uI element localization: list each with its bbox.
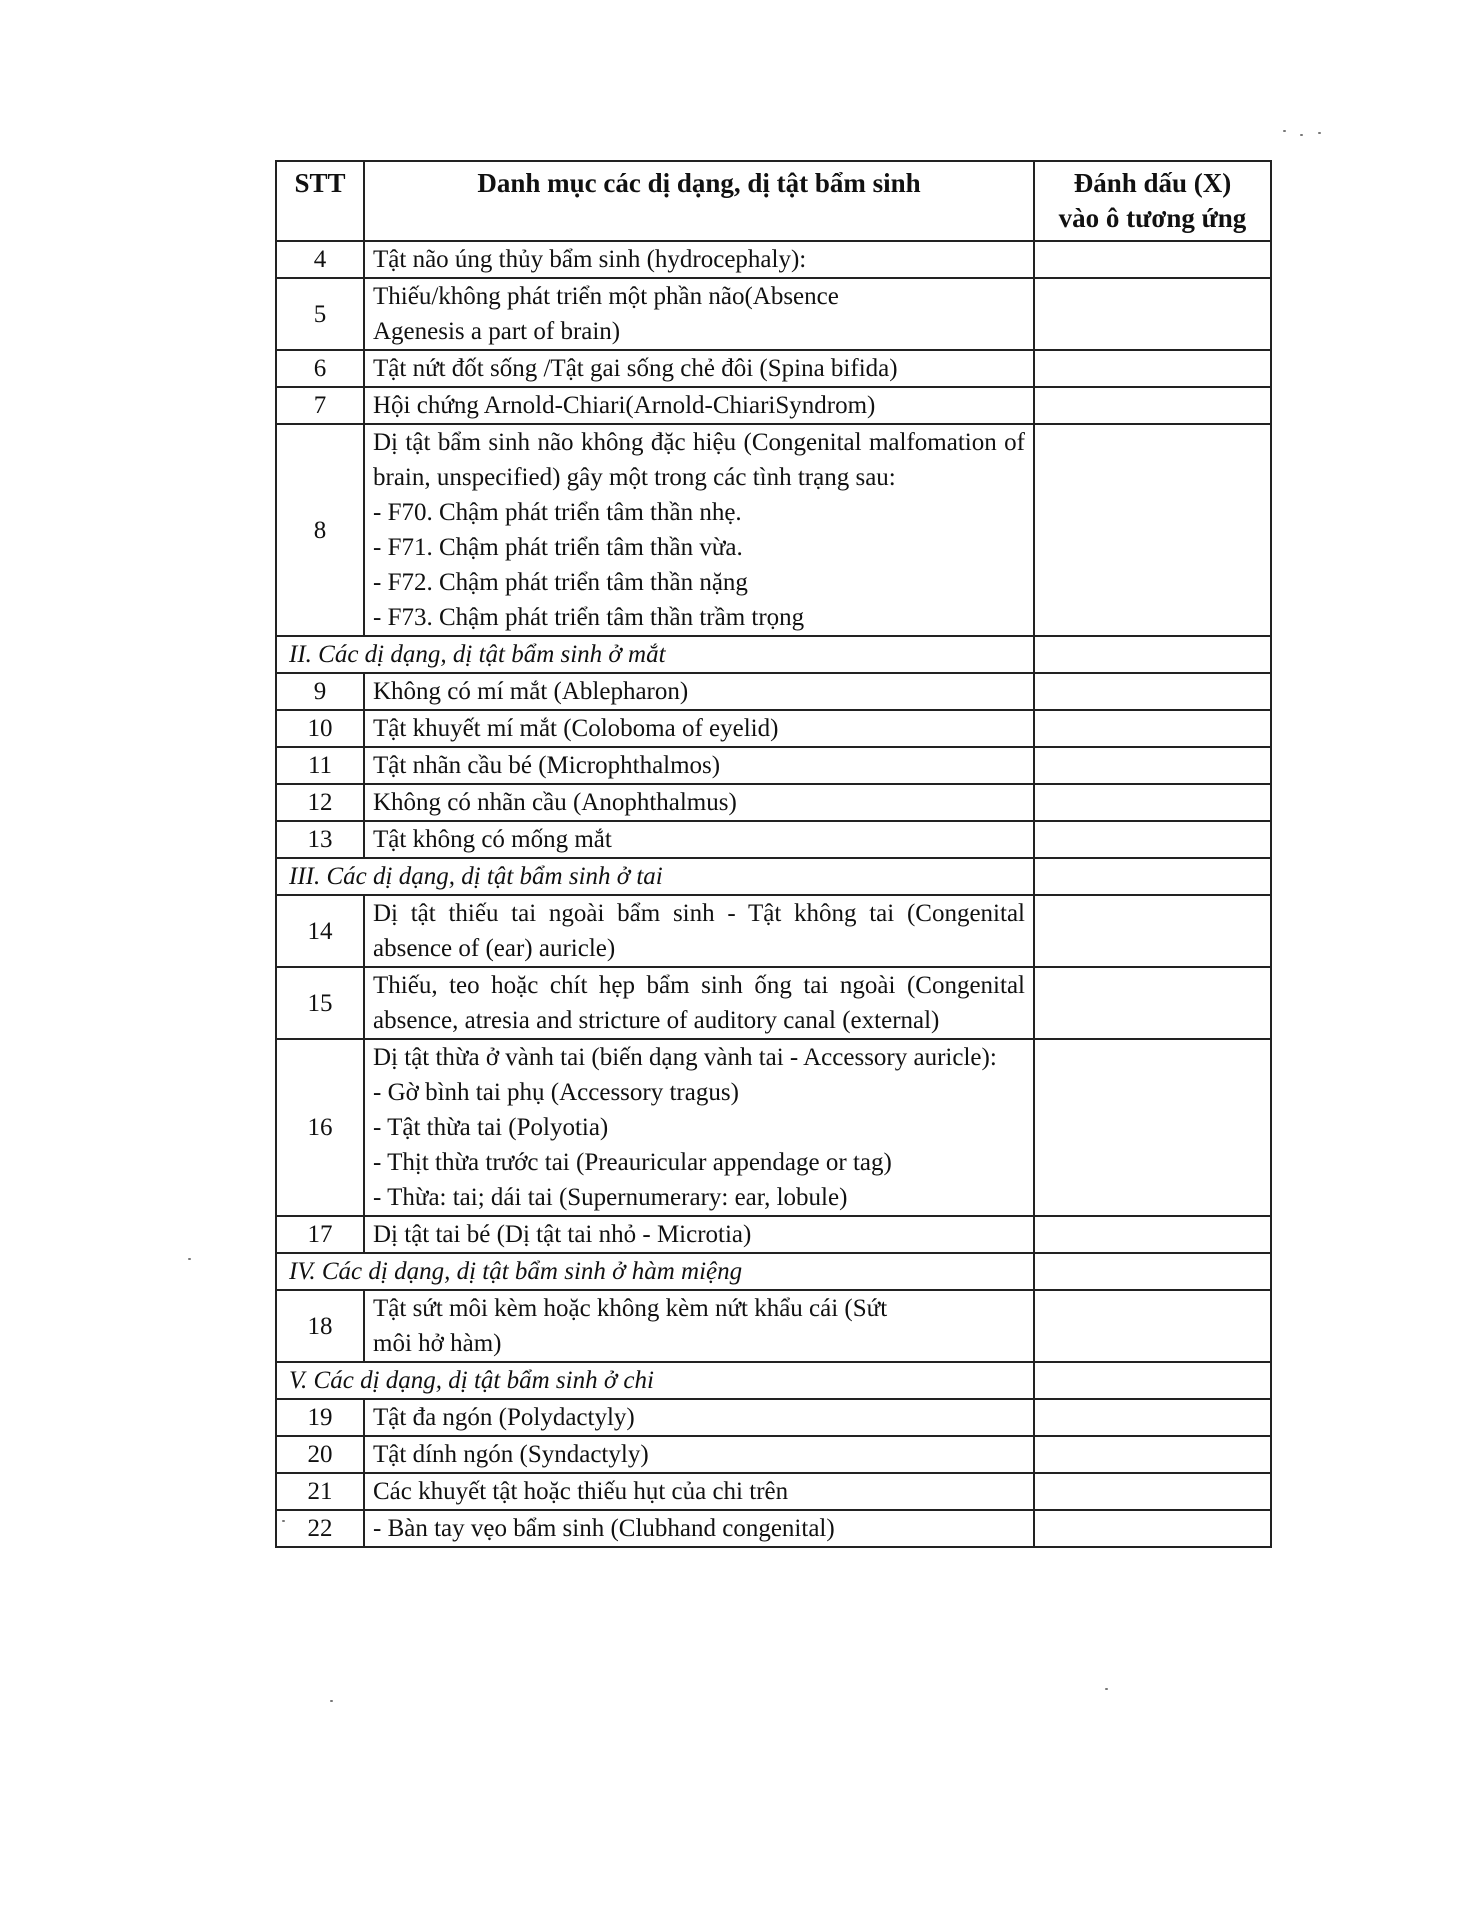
- malformation-checklist-table: [275, 160, 1272, 1548]
- mark-cell[interactable]: [1034, 747, 1271, 784]
- section-title: II. Các dị dạng, dị tật bẩm sinh ở mắt: [276, 636, 1034, 673]
- table-row: [276, 1399, 1271, 1436]
- section-title: III. Các dị dạng, dị tật bẩm sinh ở tai: [276, 858, 1034, 895]
- row-number: 14: [276, 895, 364, 967]
- row-number: 18: [276, 1290, 364, 1362]
- mark-cell[interactable]: [1034, 967, 1271, 1039]
- description-line: Tật nứt đốt sống /Tật gai sống chẻ đôi (Spina bifida): [373, 355, 898, 382]
- description-line: Hội chứng Arnold-Chiari(Arnold-ChiariSyndrom): [373, 392, 876, 419]
- table-row: [276, 1436, 1271, 1473]
- row-description: [364, 387, 1034, 424]
- table-row: [276, 747, 1271, 784]
- row-number: 6: [276, 350, 364, 387]
- description-line: Không có nhãn cầu (Anophthalmus): [373, 789, 737, 816]
- row-number: 9: [276, 673, 364, 710]
- description-line: Không có mí mắt (Ablepharon): [373, 678, 689, 705]
- description-line: - F72. Chậm phát triển tâm thần nặng: [373, 569, 748, 596]
- row-number: 5: [276, 278, 364, 350]
- table-row: [276, 710, 1271, 747]
- description-line: Tật dính ngón (Syndactyly): [373, 1441, 649, 1468]
- table-row: [276, 1039, 1271, 1216]
- row-number: 7: [276, 387, 364, 424]
- row-description: [364, 747, 1034, 784]
- description-line: - Thừa: tai; dái tai (Supernumerary: ear, lobule): [373, 1184, 848, 1211]
- row-number: 22: [276, 1510, 364, 1547]
- mark-cell[interactable]: [1034, 350, 1271, 387]
- row-description: [364, 1436, 1034, 1473]
- mark-cell[interactable]: [1034, 636, 1271, 673]
- mark-cell[interactable]: [1034, 1362, 1271, 1399]
- row-number: 10: [276, 710, 364, 747]
- table-row: [276, 424, 1271, 636]
- description-line: Tật sứt môi kèm hoặc không kèm nứt khẩu cái (Sứt: [373, 1295, 888, 1322]
- description-line: Tật não úng thủy bẩm sinh (hydrocephaly):: [373, 246, 807, 273]
- row-description: [364, 1510, 1034, 1547]
- header-mark-line2: vào ô tương ứng: [1058, 203, 1247, 233]
- row-number: 17: [276, 1216, 364, 1253]
- mark-cell[interactable]: [1034, 387, 1271, 424]
- mark-cell[interactable]: [1034, 895, 1271, 967]
- mark-cell[interactable]: [1034, 1436, 1271, 1473]
- table-row: [276, 821, 1271, 858]
- mark-cell[interactable]: [1034, 673, 1271, 710]
- table-row: [276, 967, 1271, 1039]
- mark-cell[interactable]: [1034, 424, 1271, 636]
- mark-cell[interactable]: [1034, 710, 1271, 747]
- row-number: 4: [276, 241, 364, 278]
- table-row: [276, 278, 1271, 350]
- section-title: V. Các dị dạng, dị tật bẩm sinh ở chi: [276, 1362, 1034, 1399]
- section-row: [276, 858, 1271, 895]
- row-number: 13: [276, 821, 364, 858]
- row-description: [364, 350, 1034, 387]
- mark-cell[interactable]: [1034, 1253, 1271, 1290]
- scan-speck: [330, 1700, 333, 1702]
- table-body: [276, 241, 1271, 1547]
- section-row: [276, 636, 1271, 673]
- row-description: [364, 1399, 1034, 1436]
- description-line: Dị tật thiếu tai ngoài bẩm sinh - Tật không tai (Congenital absence of (ear) auricle): [373, 900, 1025, 962]
- table-row: [276, 895, 1271, 967]
- table-row: [276, 1290, 1271, 1362]
- row-description: [364, 895, 1034, 967]
- description-line: - Bàn tay vẹo bẩm sinh (Clubhand congenital): [373, 1515, 835, 1542]
- table-row: [276, 1510, 1271, 1547]
- table-row: [276, 387, 1271, 424]
- description-line: - F71. Chậm phát triển tâm thần vừa.: [373, 534, 743, 561]
- row-number: 16: [276, 1039, 364, 1216]
- table-header-row: [276, 161, 1271, 241]
- mark-cell[interactable]: [1034, 1216, 1271, 1253]
- scan-speck: [1300, 134, 1303, 136]
- table-row: [276, 241, 1271, 278]
- description-line: Tật không có mống mắt: [373, 826, 612, 853]
- row-description: [364, 821, 1034, 858]
- description-line: Các khuyết tật hoặc thiếu hụt của chi trên: [373, 1478, 789, 1505]
- row-number: 19: [276, 1399, 364, 1436]
- table-row: [276, 350, 1271, 387]
- row-description: [364, 278, 1034, 350]
- mark-cell[interactable]: [1034, 821, 1271, 858]
- table-row: [276, 1216, 1271, 1253]
- mark-cell[interactable]: [1034, 1399, 1271, 1436]
- row-description: [364, 1290, 1034, 1362]
- description-line: - Gờ bình tai phụ (Accessory tragus): [373, 1079, 739, 1106]
- description-line: Agenesis a part of brain): [373, 318, 621, 345]
- description-line: môi hở hàm): [373, 1330, 502, 1357]
- section-title: IV. Các dị dạng, dị tật bẩm sinh ở hàm miệng: [276, 1253, 1034, 1290]
- row-number: 21: [276, 1473, 364, 1510]
- scan-speck: [1105, 1688, 1108, 1690]
- row-description: [364, 673, 1034, 710]
- row-description: [364, 710, 1034, 747]
- description-line: - F70. Chậm phát triển tâm thần nhẹ.: [373, 499, 742, 526]
- mark-cell[interactable]: [1034, 1290, 1271, 1362]
- header-item: Danh mục các dị dạng, dị tật bẩm sinh: [364, 161, 1034, 241]
- table-row: [276, 673, 1271, 710]
- scan-speck: [188, 1258, 191, 1260]
- description-line: Tật khuyết mí mắt (Coloboma of eyelid): [373, 715, 779, 742]
- mark-cell[interactable]: [1034, 1473, 1271, 1510]
- row-number: 11: [276, 747, 364, 784]
- header-mark: [1034, 161, 1271, 241]
- mark-cell[interactable]: [1034, 858, 1271, 895]
- mark-cell[interactable]: [1034, 1510, 1271, 1547]
- mark-cell[interactable]: [1034, 278, 1271, 350]
- header-mark-line1: Đánh dấu (X): [1073, 168, 1232, 198]
- description-line: - F73. Chậm phát triển tâm thần trầm trọng: [373, 604, 805, 631]
- row-description: [364, 1216, 1034, 1253]
- description-line: Thiếu/không phát triển một phần não(Absence: [373, 283, 839, 310]
- row-number: 12: [276, 784, 364, 821]
- mark-cell[interactable]: [1034, 241, 1271, 278]
- row-description: [364, 241, 1034, 278]
- row-number: 8: [276, 424, 364, 636]
- row-description: [364, 967, 1034, 1039]
- row-number: 20: [276, 1436, 364, 1473]
- section-row: [276, 1362, 1271, 1399]
- description-line: Dị tật thừa ở vành tai (biến dạng vành tai - Accessory auricle):: [373, 1044, 997, 1071]
- mark-cell[interactable]: [1034, 1039, 1271, 1216]
- row-description: [364, 784, 1034, 821]
- row-description: [364, 1039, 1034, 1216]
- scan-speck: [282, 1520, 285, 1522]
- description-line: Thiếu, teo hoặc chít hẹp bẩm sinh ống tai ngoài (Congenital absence, atresia and stricture of auditory canal (external): [373, 972, 1025, 1034]
- section-row: [276, 1253, 1271, 1290]
- description-line: - Thịt thừa trước tai (Preauricular appendage or tag): [373, 1149, 892, 1176]
- description-line: Tật nhãn cầu bé (Microphthalmos): [373, 752, 721, 779]
- table-row: [276, 784, 1271, 821]
- description-line: Dị tật tai bé (Dị tật tai nhỏ - Microtia): [373, 1221, 752, 1248]
- row-description: [364, 424, 1034, 636]
- header-stt: STT: [276, 161, 364, 241]
- row-number: 15: [276, 967, 364, 1039]
- scan-speck: [1283, 130, 1286, 132]
- row-description: [364, 1473, 1034, 1510]
- table-row: [276, 1473, 1271, 1510]
- mark-cell[interactable]: [1034, 784, 1271, 821]
- description-line: Tật đa ngón (Polydactyly): [373, 1404, 635, 1431]
- description-line: - Tật thừa tai (Polyotia): [373, 1114, 609, 1141]
- scan-speck: [1318, 132, 1321, 134]
- description-line: Dị tật bẩm sinh não không đặc hiệu (Congenital malfomation of brain, unspecified) gây một trong các tình trạng sau:: [373, 429, 1025, 491]
